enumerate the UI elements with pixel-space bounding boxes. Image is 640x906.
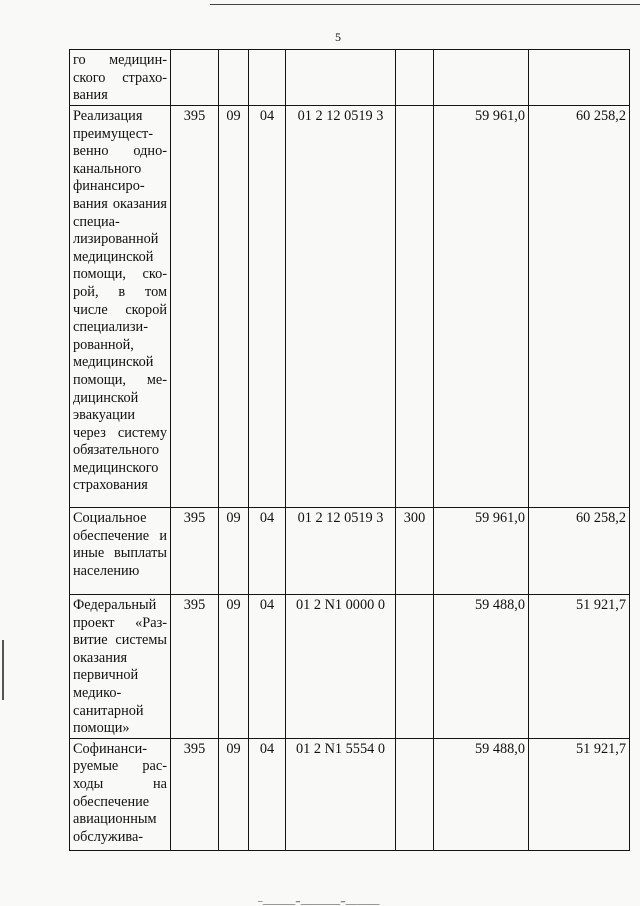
row-name-cell: Софинансируемые расходы на обеспечение авиационным обслужива- xyxy=(70,738,171,850)
ministry-code-cell xyxy=(171,50,219,106)
table-row xyxy=(70,106,630,508)
amount-2019-cell: 59 488,0 xyxy=(434,738,529,850)
scan-edge-mark xyxy=(2,640,4,700)
expense-type-cell xyxy=(396,595,434,739)
section-code-cell: 09 xyxy=(219,508,249,595)
expense-type-cell xyxy=(396,106,434,508)
expense-type-cell xyxy=(396,50,434,106)
table-row xyxy=(70,738,630,850)
amount-2019-cell xyxy=(434,50,529,106)
amount-2019-cell: 59 961,0 xyxy=(434,508,529,595)
ministry-code-cell: 395 xyxy=(171,738,219,850)
section-code-cell: 09 xyxy=(219,738,249,850)
subsection-code-cell: 04 xyxy=(249,595,286,739)
budget-table xyxy=(69,49,630,851)
expense-type-cell xyxy=(396,738,434,850)
row-name-cell: Социальное обеспечение и иные выплаты населению xyxy=(70,508,171,595)
target-article-cell: 01 2 12 0519 3 xyxy=(286,106,396,508)
amount-2019-cell: 59 961,0 xyxy=(434,106,529,508)
section-code-cell: 09 xyxy=(219,595,249,739)
table-row xyxy=(70,508,630,595)
target-article-cell: 01 2 12 0519 3 xyxy=(286,508,396,595)
ministry-code-cell: 395 xyxy=(171,106,219,508)
ministry-code-cell: 395 xyxy=(171,595,219,739)
amount-2019-cell: 59 488,0 xyxy=(434,595,529,739)
page-number: 5 xyxy=(335,30,341,44)
section-code-cell: 09 xyxy=(219,106,249,508)
subsection-code-cell: 04 xyxy=(249,508,286,595)
subsection-code-cell xyxy=(249,50,286,106)
amount-2020-cell: 51 921,7 xyxy=(529,738,630,850)
row-name-cell: Федеральный проект «Развитие системы оказания первичной медико-санитарной помощи» xyxy=(70,595,171,739)
target-article-cell xyxy=(286,50,396,106)
scan-artifact-text: – _________ -- ___________ -- ___ ______ xyxy=(258,896,379,906)
expense-type-cell: 300 xyxy=(396,508,434,595)
target-article-cell: 01 2 N1 5554 0 xyxy=(286,738,396,850)
section-code-cell xyxy=(219,50,249,106)
row-name-cell: Реализация преимущественно одноканального финансирования оказания специализированной медицинской помощи, скорой, в том числе скорой специализированной, медицинской помощи, медицинской эвакуации через систему обязательного медицинского страхования xyxy=(70,106,171,508)
row-name-cell: го медицинского страхования xyxy=(70,50,171,106)
subsection-code-cell: 04 xyxy=(249,738,286,850)
subsection-code-cell: 04 xyxy=(249,106,286,508)
ministry-code-cell: 395 xyxy=(171,508,219,595)
table-row xyxy=(70,595,630,739)
amount-2020-cell: 60 258,2 xyxy=(529,508,630,595)
target-article-cell: 01 2 N1 0000 0 xyxy=(286,595,396,739)
page-top-rule xyxy=(210,4,640,5)
amount-2020-cell: 51 921,7 xyxy=(529,595,630,739)
table-row xyxy=(70,50,630,106)
amount-2020-cell: 60 258,2 xyxy=(529,106,630,508)
amount-2020-cell xyxy=(529,50,630,106)
